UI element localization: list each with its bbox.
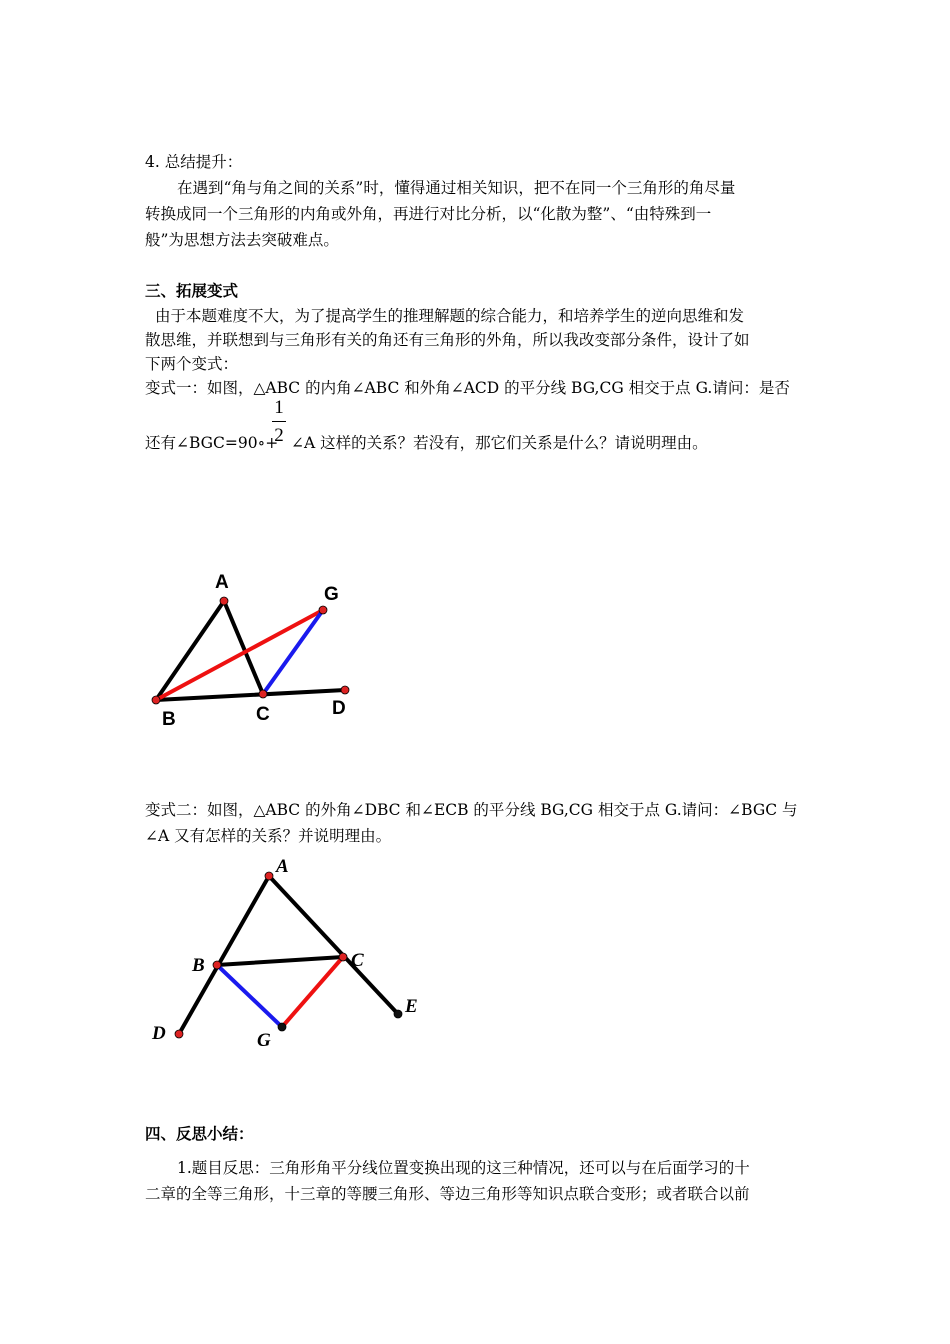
reflection-line-1: 1.题目反思：三角形角平分线位置变换出现的这三种情况，还可以与在后面学习的十 (177, 1159, 750, 1177)
intro-line-2: 散思维，并联想到与三角形有关的角还有三角形的外角，所以我改变部分条件，设计了如 (145, 331, 750, 349)
summary-line-2: 转换成同一个三角形的内角或外角，再进行对比分析，以“化散为整”、“由特殊到一 (145, 205, 712, 223)
section-heading-extension: 三、拓展变式 (145, 282, 239, 300)
label-G: G (257, 1030, 271, 1051)
point-G (278, 1023, 286, 1031)
variant1-line-1: 变式一：如图，△ABC 的内角∠ABC 和外角∠ACD 的平分线 BG,CG 相交于点 G.请问：是否 (145, 379, 790, 397)
label-A: A (215, 572, 229, 593)
label-C: C (256, 704, 270, 725)
segment-BC (217, 957, 343, 965)
label-B: B (162, 709, 176, 730)
point-C (339, 953, 347, 961)
label-D: D (152, 1023, 166, 1044)
intro-line-3: 下两个变式： (145, 355, 239, 373)
segment-CG (282, 957, 343, 1027)
point-A (265, 872, 273, 880)
point-E (394, 1010, 402, 1018)
summary-heading: 4. 总结提升： (145, 153, 243, 171)
intro-line-1: 由于本题难度不大，为了提高学生的推理解题的综合能力，和培养学生的逆向思维和发 (155, 307, 745, 325)
label-D: D (332, 698, 346, 719)
reflection-line-2: 二章的全等三角形，十三章的等腰三角形、等边三角形等知识点联合变形；或者联合以前 (145, 1185, 750, 1203)
label-G: G (324, 584, 339, 605)
fraction-denominator: 2 (274, 425, 284, 446)
label-A: A (276, 856, 289, 877)
summary-line-3: 般”为思想方法去突破难点。 (145, 231, 339, 249)
segment-BG (217, 965, 282, 1027)
fraction-numerator: 1 (274, 397, 284, 418)
variant2-line-2: ∠A 又有怎样的关系？并说明理由。 (145, 827, 392, 845)
variant2-line-1: 变式二：如图，△ABC 的外角∠DBC 和∠ECB 的平分线 BG,CG 相交于点 G.请问：∠BGC 与 (145, 801, 798, 819)
variant1-line-2-pre: 还有∠BGC=90∘+ (145, 434, 279, 452)
label-C: C (351, 950, 364, 971)
point-B (213, 961, 221, 969)
section-heading-reflection: 四、反思小结： (145, 1125, 254, 1143)
segment-AE (269, 876, 398, 1014)
label-E: E (405, 996, 418, 1017)
variant1-line-2-post: ∠A 这样的关系？若没有，那它们关系是什么？请说明理由。 (291, 434, 708, 452)
point-D (175, 1030, 183, 1038)
label-B: B (192, 955, 205, 976)
summary-line-1: 在遇到“角与角之间的关系”时，懂得通过相关知识，把不在同一个三角形的角尽量 (177, 179, 736, 197)
